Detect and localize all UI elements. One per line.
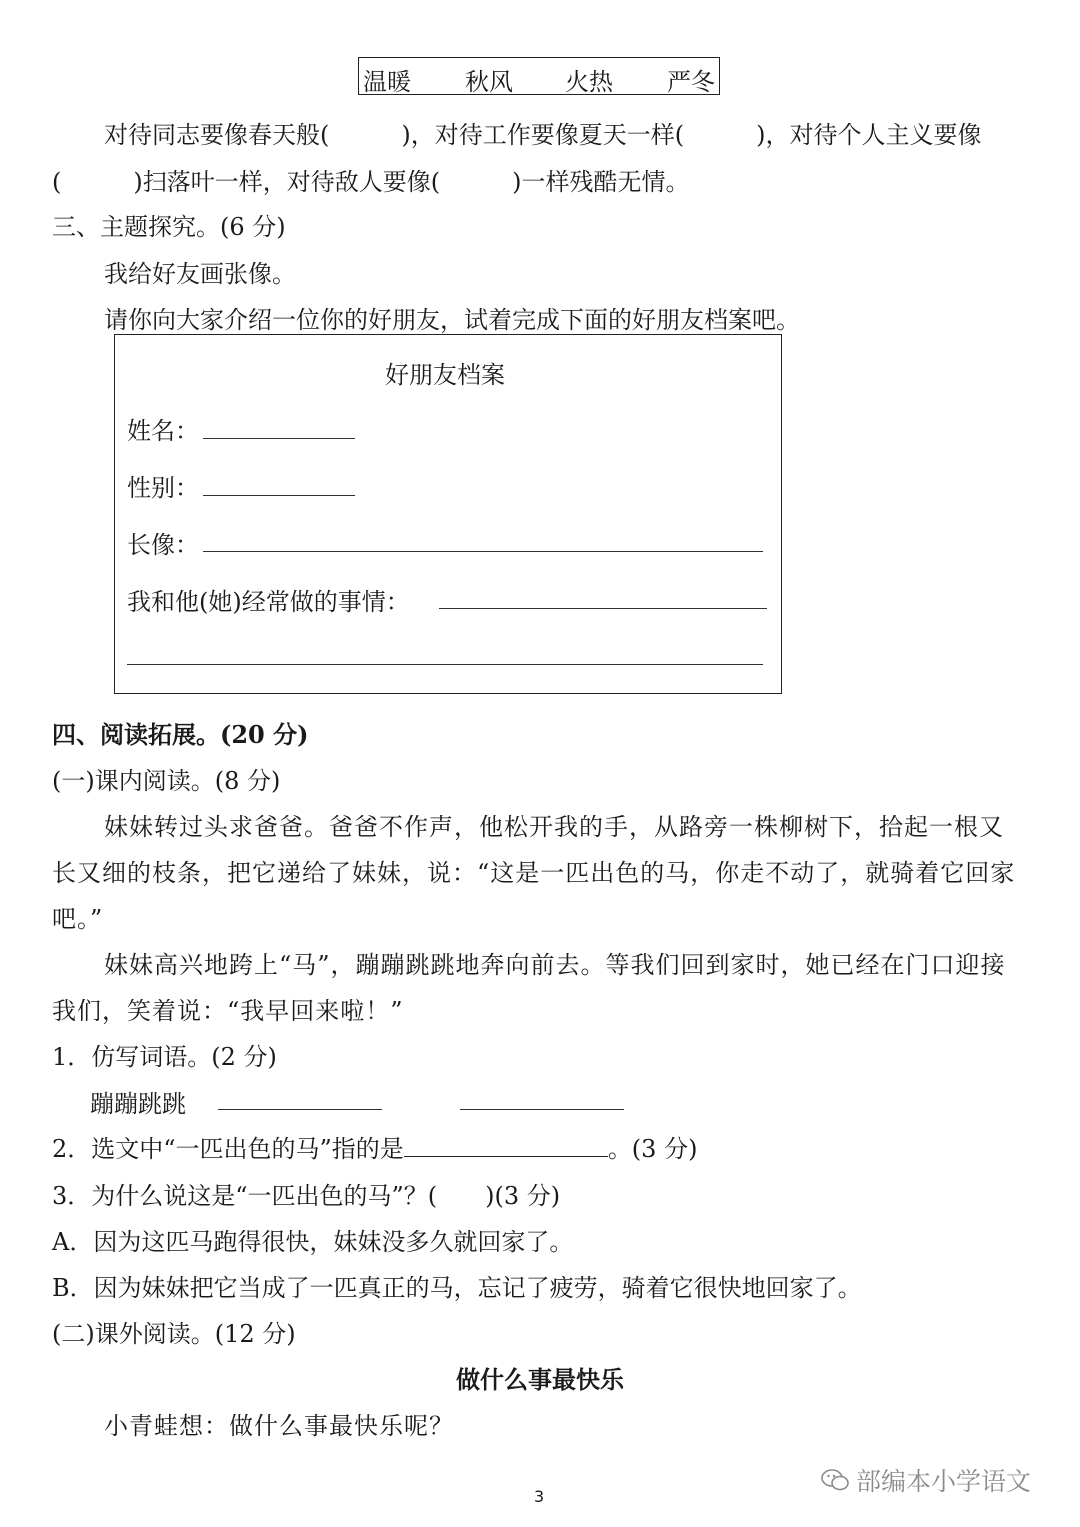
word-option: 严冬	[667, 68, 715, 96]
passage2-line: 我们，笑着说：“我早回来啦！”	[52, 997, 404, 1025]
fill-sentence-line1: 对待同志要像春天般( )，对待工作要像夏天一样( )，对待个人主义要像	[104, 121, 982, 149]
page-number: 3	[534, 1487, 545, 1506]
looks-field[interactable]	[203, 551, 763, 552]
section3-topic: 我给好友画张像。	[104, 260, 296, 288]
question-1: 1．仿写词语。(2 分)	[52, 1043, 277, 1071]
passage1-line: 长又细的枝条，把它递给了妹妹，说：“这是一匹出色的马，你走不动了，就骑着它回家	[52, 859, 1016, 887]
question-3: 3．为什么说这是“一匹出色的马”？( )(3 分)	[52, 1182, 561, 1210]
friend-profile-card	[114, 334, 782, 694]
q2-suffix: 。(3 分)	[607, 1135, 698, 1163]
word-choice-box	[358, 57, 720, 95]
gender-label: 性别：	[127, 474, 199, 502]
watermark	[820, 1462, 1031, 1498]
watermark-text: 部编本小学语文	[856, 1467, 1032, 1496]
passage1-line: 吧。”	[52, 905, 104, 933]
name-label: 姓名：	[127, 417, 199, 445]
q1-answer-blank-2[interactable]	[460, 1109, 624, 1110]
question-2	[52, 1129, 697, 1164]
activity-label: 我和他(她)经常做的事情：	[127, 588, 410, 616]
gender-field[interactable]	[203, 495, 355, 496]
q1-answer-blank-1[interactable]	[218, 1109, 382, 1110]
part2-title: (二)课外阅读。(12 分)	[52, 1320, 296, 1348]
option-a: A．因为这匹马跑得很快，妹妹没多久就回家了。	[52, 1228, 574, 1256]
looks-label: 长像：	[127, 531, 199, 559]
section3-title: 三、主题探究。(6 分)	[52, 213, 286, 241]
wechat-icon	[820, 1467, 850, 1493]
name-field[interactable]	[203, 438, 355, 439]
section4-title: 四、阅读拓展。(20 分)	[52, 720, 309, 749]
passage2-line: 妹妹高兴地跨上“马”，蹦蹦跳跳地奔向前去。等我们回到家时，她已经在门口迎接	[104, 951, 1006, 979]
story-title: 做什么事最快乐	[456, 1366, 624, 1394]
part1-title: (一)课内阅读。(8 分)	[52, 767, 281, 795]
q1-example-word: 蹦蹦跳跳	[90, 1090, 186, 1118]
q2-prefix: 2．选文中“一匹出色的马”指的是	[52, 1135, 404, 1163]
option-b: B．因为妹妹把它当成了一匹真正的马，忘记了疲劳，骑着它很快地回家了。	[52, 1274, 862, 1302]
word-option: 温暖	[363, 68, 411, 96]
activity-field-line2[interactable]	[127, 664, 763, 665]
word-option: 火热	[565, 68, 613, 96]
section3-instruction: 请你向大家介绍一位你的好朋友，试着完成下面的好朋友档案吧。	[104, 306, 800, 334]
word-option: 秋风	[465, 68, 513, 96]
story-first-line: 小青蛙想：做什么事最快乐呢？	[104, 1412, 454, 1440]
q2-answer-blank[interactable]	[404, 1156, 608, 1157]
profile-card-title: 好朋友档案	[385, 361, 505, 389]
passage1-line: 妹妹转过头求爸爸。爸爸不作声，他松开我的手，从路旁一株柳树下，拾起一根又	[104, 813, 1004, 841]
fill-sentence-line2: ( )扫落叶一样，对待敌人要像( )一样残酷无情。	[52, 168, 690, 196]
activity-field[interactable]	[439, 608, 767, 609]
